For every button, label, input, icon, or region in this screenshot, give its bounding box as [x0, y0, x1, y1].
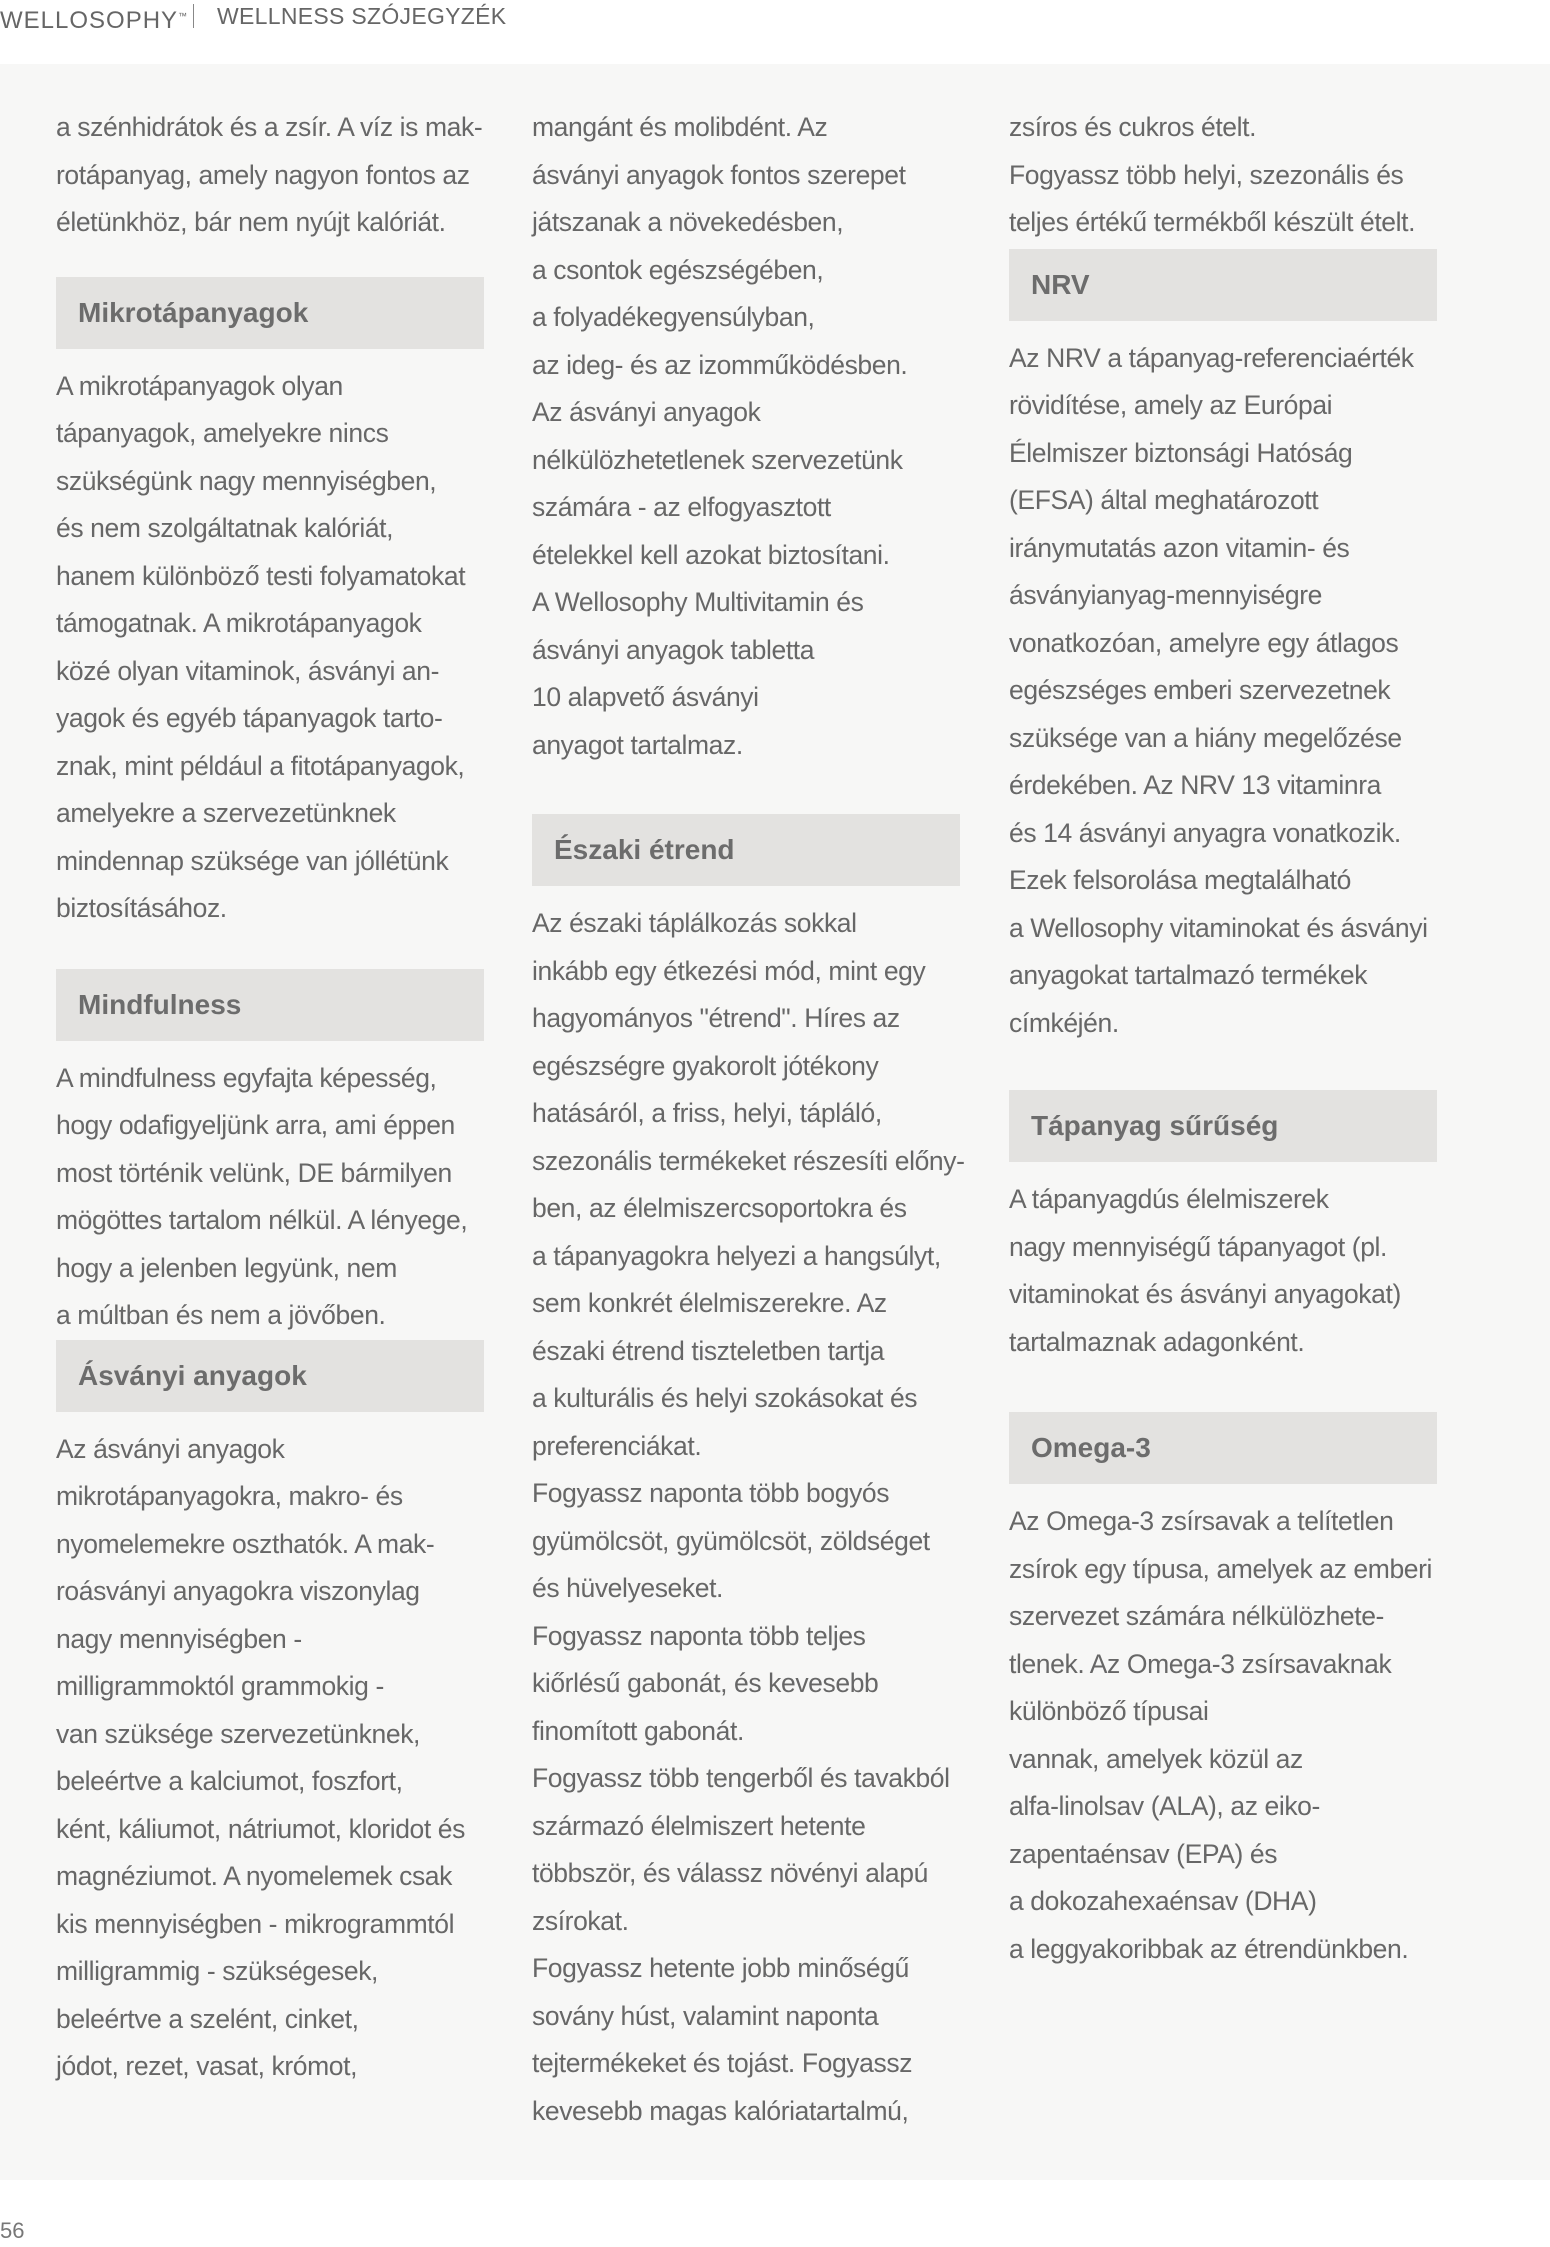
- column-1: [56, 104, 496, 2091]
- heading-mindfulness: Mindfulness: [56, 969, 484, 1041]
- heading-eszaki-etrend: Északi étrend: [532, 814, 960, 886]
- page-content: [0, 64, 1550, 2180]
- header-divider: [193, 4, 194, 28]
- paragraph-nrv: Az NRV a tápanyag-referenciaérték rövidítése, amely az Európai Élelmiszer biztonsági Hatóság (EFSA) által meghatározott iránymutatás azon vitamin- és ásványianyag-mennyiségre vonatkozóan, amelyre egy átlagos egészséges emberi szervezetnek szüksége van a hiány megelőzése érdekében. Az NRV 13 vitaminra és 14 ásványi anyagra vonatkozik. Ezek felsorolása megtalálható a Wellosophy vitaminokat és ásványi anyagokat tartalmazó termékek címkéjén.: [1009, 342, 1428, 1038]
- paragraph-tapanyag-suruseg: A tápanyagdús élelmiszerek nagy mennyiségű tápanyagot (pl. vitaminokat és ásványi anyagokat) tartalmaznak adagonként.: [1009, 1184, 1401, 1357]
- paragraph-asvanyi-anyagok-cont: mangánt és molibdént. Az ásványi anyagok fontos szerepet játszanak a növekedésben, a csontok egészségében, a folyadékegyensúlyban, az ideg- és az izomműködésben. Az ásványi anyagok nélkülözhetetlenek szervezetünk számára - az elfogyasztott ételekkel kell azokat biztosítani. A Wellosophy Multivitamin és ásványi anyagok tabletta 10 alapvető ásványi anyagot tartalmaz.: [532, 112, 908, 760]
- paragraph-eszaki-etrend: Az északi táplálkozás sokkal inkább egy étkezési mód, mint egy hagyományos "étrend". Híres az egészségre gyakorolt jótékony hatásáról, a friss, helyi, tápláló, szezonális termékeket részesíti előny- ben, az élelmiszercsoportokra és a tápanyagokra helyezi a hangsúlyt, sem konkrét élelmiszerekre. Az északi étrend tiszteletben tartja a kulturális és helyi szokásokat és preferenciákat. Fogyassz naponta több bogyós gyümölcsöt, gyümölcsöt, zöldséget és hüvelyeseket. Fogyassz naponta több teljes kiőrlésű gabonát, és kevesebb finomított gabonát. Fogyassz több tengerből és tavakból származó élelmiszert hetente többször, és válassz növényi alapú zsírokat. Fogyassz hetente jobb minőségű sovány húst, valamint naponta tejtermékeket és tojást. Fogyassz kevesebb magas kalóriatartalmú,: [532, 908, 965, 2126]
- column-3: [1009, 104, 1449, 1973]
- paragraph-asvanyi-anyagok: Az ásványi anyagok mikrotápanyagokra, makro- és nyomelemekre oszthatók. A mak- roásványi anyagokra viszonylag nagy mennyiségben - milligrammoktól grammokig - van szüksége szervezetünknek, beleértve a kalciumot, foszfort, ként, káliumot, nátriumot, kloridot és magnéziumot. A nyomelemek csak kis mennyiségben - mikrogrammtól milligrammig - szükségesek, beleértve a szelént, cinket, jódot, rezet, vasat, krómot,: [56, 1433, 465, 2081]
- brand-logo: [0, 0, 187, 36]
- page-header: [0, 0, 1550, 64]
- brand-name: WELLOSOPHY: [0, 7, 179, 34]
- heading-omega-3: Omega-3: [1009, 1412, 1437, 1484]
- paragraph-mikrotapanyagok: A mikrotápanyagok olyan tápanyagok, amelyekre nincs szükségünk nagy mennyiségben, és nem szolgáltatnak kalóriát, hanem különböző testi folyamatokat támogatnak. A mikrotápanyagok közé olyan vitaminok, ásványi an- yagok és egyéb tápanyagok tarto- znak, mint például a fitotápanyagok, amelyekre a szervezetünknek mindennap szüksége van jóllétünk biztosításához.: [56, 370, 466, 923]
- paragraph-macronutrients-end: a szénhidrátok és a zsír. A víz is mak- rotápanyag, amely nagyon fontos az életünkhöz, bár nem nyújt kalóriát.: [56, 112, 483, 237]
- heading-mikrotapanyagok: Mikrotápanyagok: [56, 277, 484, 349]
- column-2: [532, 104, 972, 2135]
- trademark-mark: ™: [178, 11, 188, 21]
- document-title: WELLNESS SZÓJEGYZÉK: [217, 3, 507, 29]
- page-number: 56: [0, 2218, 25, 2243]
- heading-tapanyag-suruseg: Tápanyag sűrűség: [1009, 1090, 1437, 1162]
- heading-nrv: NRV: [1009, 249, 1437, 321]
- paragraph-mindfulness: A mindfulness egyfajta képesség, hogy odafigyeljünk arra, ami éppen most történik velünk, DE bármilyen mögöttes tartalom nélkül. A lényege, hogy a jelenben legyünk, nem a múltban és nem a jövőben.: [56, 1062, 468, 1330]
- paragraph-eszaki-etrend-cont: zsíros és cukros ételt. Fogyassz több helyi, szezonális és teljes értékű termékből készült ételt.: [1009, 112, 1416, 237]
- heading-asvanyi-anyagok: Ásványi anyagok: [56, 1340, 484, 1412]
- paragraph-omega-3: Az Omega-3 zsírsavak a telítetlen zsírok egy típusa, amelyek az emberi szervezet számára nélkülözhete- tlenek. Az Omega-3 zsírsavaknak különböző típusai vannak, amelyek közül az alfa-linolsav (ALA), az eiko- zapentaénsav (EPA) és a dokozahexaénsav (DHA) a leggyakoribbak az étrendünkben.: [1009, 1506, 1433, 1964]
